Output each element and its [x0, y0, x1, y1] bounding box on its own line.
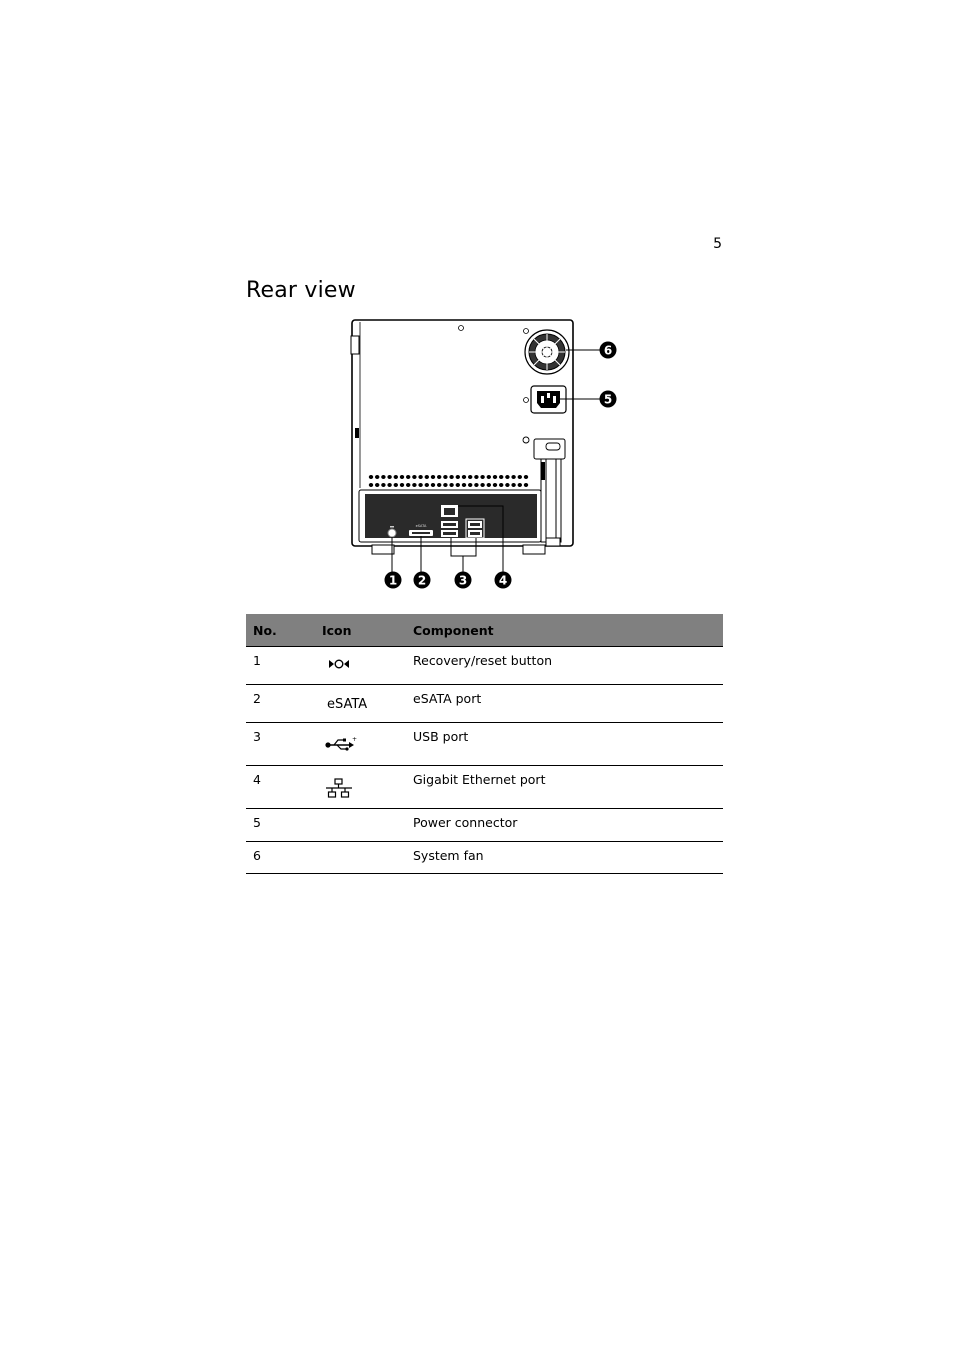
vent-hole [449, 475, 453, 479]
vent-hole [456, 475, 460, 479]
vent-hole [400, 483, 404, 487]
header-component: Component [406, 614, 723, 647]
vent-hole [394, 475, 398, 479]
vent-hole [462, 483, 466, 487]
vent-hole [462, 475, 466, 479]
vent-hole [443, 483, 447, 487]
vent-hole [369, 483, 373, 487]
vent-hole [518, 483, 522, 487]
vent-hole [468, 483, 472, 487]
vent-hole [511, 475, 515, 479]
vent-hole [505, 475, 509, 479]
kensington-slot [355, 428, 359, 438]
usb-icon [324, 735, 358, 753]
callout-4 [495, 572, 512, 589]
row-icon [315, 842, 406, 874]
vent-hole [406, 475, 410, 479]
network-icon [324, 778, 354, 800]
vent-hole [474, 483, 478, 487]
table-row [246, 766, 723, 809]
vent-hole [487, 483, 491, 487]
row-component: Recovery/reset button [406, 647, 723, 685]
row-component: Power connector [406, 809, 723, 842]
section-title: Rear view [246, 278, 356, 303]
svg-text:6: 6 [603, 343, 613, 358]
callout-2 [414, 572, 431, 589]
row-no: 3 [246, 723, 315, 766]
vent-hole [505, 483, 509, 487]
recovery-button-graphic [388, 529, 396, 537]
vent-hole [449, 483, 453, 487]
side-latch [351, 336, 359, 354]
esata-icon-text: eSATA [327, 697, 368, 712]
svg-text:4: 4 [498, 573, 508, 588]
vent-hole [518, 475, 522, 479]
vent-hole [375, 475, 379, 479]
vent-hole [474, 475, 478, 479]
row-no: 2 [246, 685, 315, 723]
recovery-reset-icon [324, 657, 354, 671]
vent-hole [425, 483, 429, 487]
row-icon [315, 809, 406, 842]
row-no: 1 [246, 647, 315, 685]
vent-hole [387, 475, 391, 479]
vent-hole [511, 483, 515, 487]
vent-hole [524, 483, 528, 487]
vent-hole [431, 483, 435, 487]
callout-1 [385, 572, 402, 589]
header-icon: Icon [315, 614, 406, 647]
vent-hole [487, 475, 491, 479]
vent-hole [369, 475, 373, 479]
callout-3 [455, 572, 472, 589]
svg-text:3: 3 [458, 573, 468, 588]
svg-text:5: 5 [603, 392, 613, 407]
vent-hole [480, 483, 484, 487]
vent-hole [499, 475, 503, 479]
svg-text:+: + [352, 736, 358, 743]
svg-text:1: 1 [388, 573, 398, 588]
vent-hole [381, 483, 385, 487]
table-header-row [246, 614, 723, 647]
vent-hole [418, 483, 422, 487]
row-component: System fan [406, 842, 723, 874]
row-no: 6 [246, 842, 315, 874]
table-row [246, 647, 723, 685]
vent-hole [412, 475, 416, 479]
callout-5 [600, 391, 617, 408]
row-icon [315, 766, 406, 809]
row-icon [315, 723, 406, 766]
header-no: No. [246, 614, 315, 647]
table-row [246, 685, 723, 723]
row-no: 4 [246, 766, 315, 809]
row-no: 5 [246, 809, 315, 842]
vent-hole [431, 475, 435, 479]
esata-port-label: eSATA [415, 524, 427, 528]
vent-hole [387, 483, 391, 487]
vent-hole [493, 475, 497, 479]
vent-hole [375, 483, 379, 487]
vent-hole [456, 483, 460, 487]
vent-hole [381, 475, 385, 479]
row-icon [315, 647, 406, 685]
vent-hole [400, 475, 404, 479]
vent-hole [425, 475, 429, 479]
vent-hole [499, 483, 503, 487]
row-component: USB port [406, 723, 723, 766]
vent-hole [394, 483, 398, 487]
vent-hole [412, 483, 416, 487]
page-number: 5 [713, 236, 722, 252]
vent-hole [437, 475, 441, 479]
vent-hole [437, 483, 441, 487]
callout-6 [600, 342, 617, 359]
table-row [246, 809, 723, 842]
row-component: Gigabit Ethernet port [406, 766, 723, 809]
vent-hole [443, 475, 447, 479]
components-table [246, 614, 723, 874]
table-row [246, 723, 723, 766]
vent-hole [418, 475, 422, 479]
rear-view-illustration [340, 312, 630, 602]
rear-view-figure [340, 312, 630, 602]
vent-hole [480, 475, 484, 479]
table-row [246, 842, 723, 874]
system-fan-graphic [525, 330, 569, 374]
svg-text:2: 2 [417, 573, 427, 588]
row-icon [315, 685, 406, 723]
row-component: eSATA port [406, 685, 723, 723]
vent-hole [524, 475, 528, 479]
vent-hole [406, 483, 410, 487]
vent-hole [468, 475, 472, 479]
vent-hole [493, 483, 497, 487]
